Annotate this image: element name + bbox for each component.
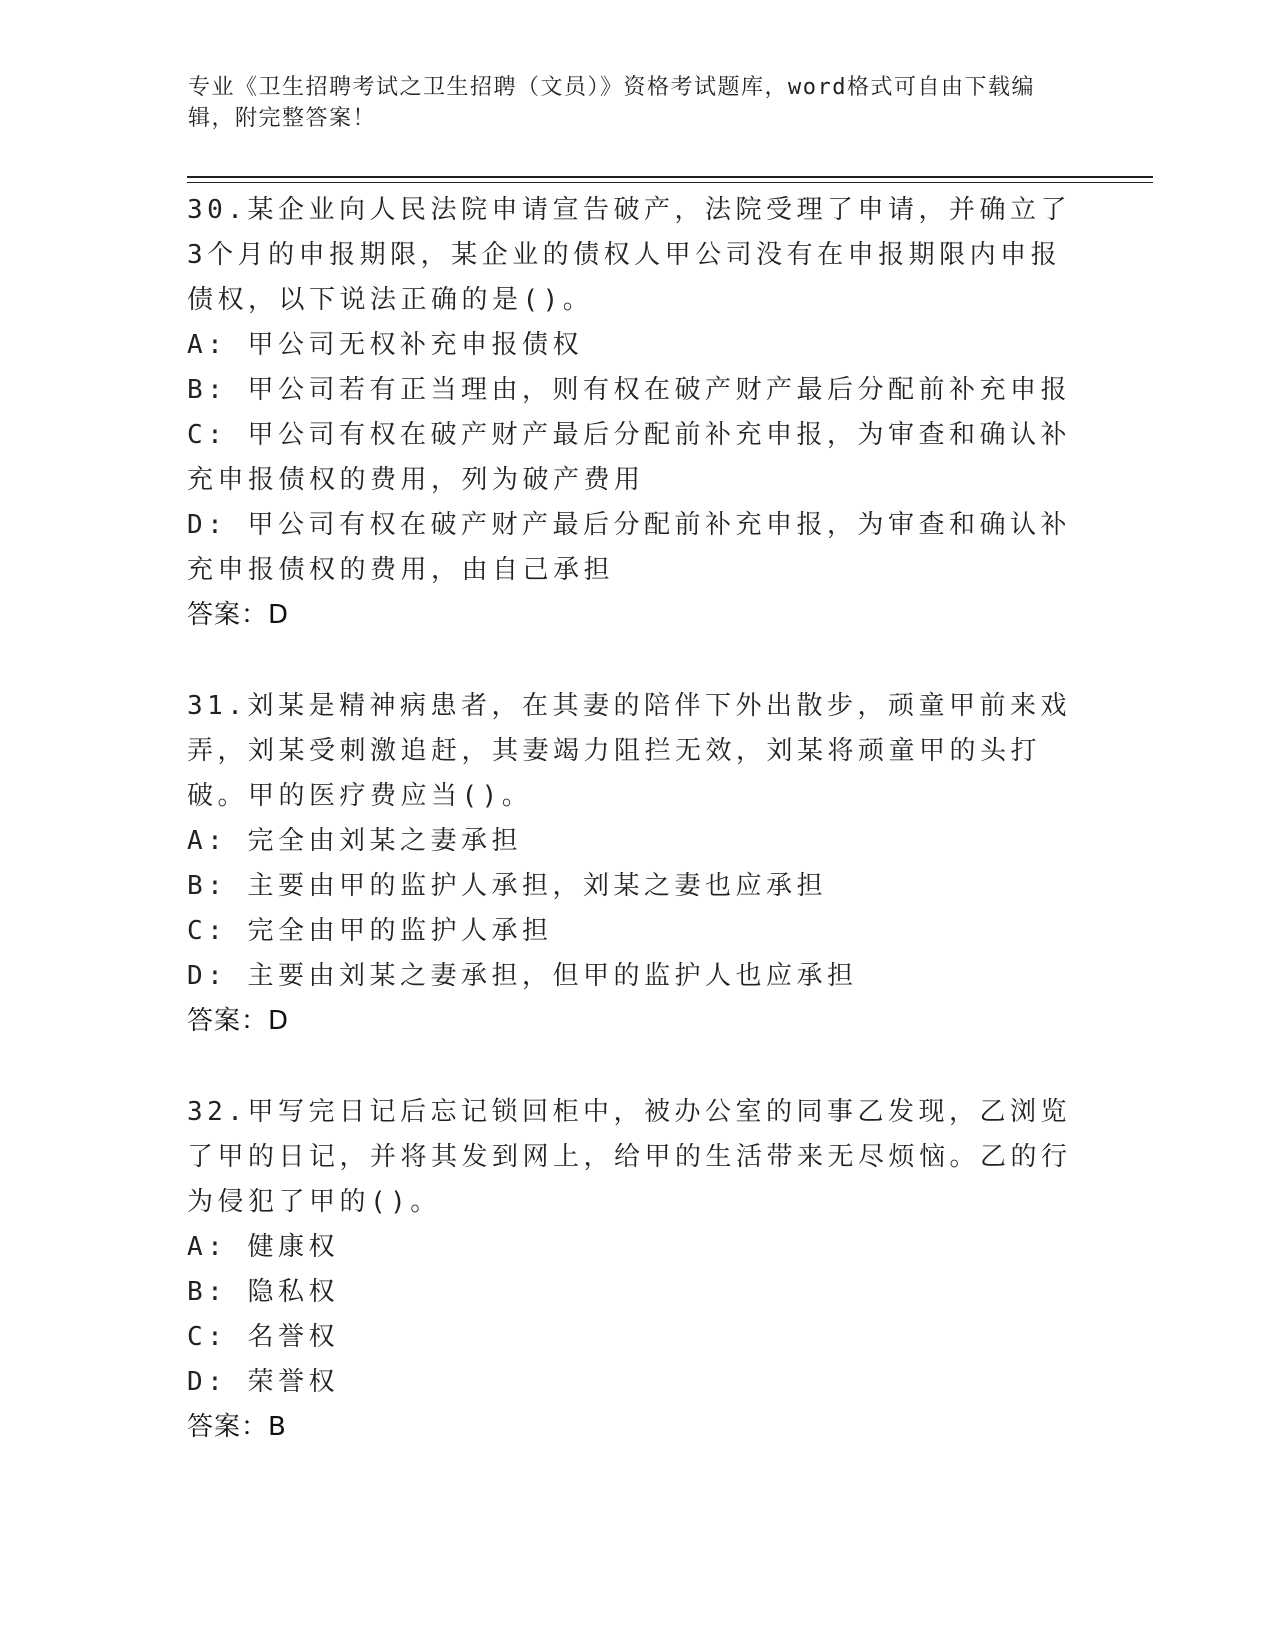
option-a: A: 甲公司无权补充申报债权	[187, 330, 583, 360]
question-32	[187, 1090, 1087, 1450]
question-stem: 30.某企业向人民法院申请宣告破产，法院受理了申请，并确立了3个月的申报期限，某企业的债权人甲公司没有在申报期限内申报债权，以下说法正确的是()。	[187, 195, 1071, 315]
option-a: A: 健康权	[187, 1232, 339, 1262]
option-c: C: 名誉权	[187, 1322, 339, 1352]
option-b: B: 隐私权	[187, 1277, 339, 1307]
header-divider	[187, 176, 1153, 178]
option-a: A: 完全由刘某之妻承担	[187, 826, 522, 856]
question-stem: 32.甲写完日记后忘记锁回柜中，被办公室的同事乙发现，乙浏览了甲的日记，并将其发到网上，给甲的生活带来无尽烦恼。乙的行为侵犯了甲的()。	[187, 1097, 1072, 1217]
answer-line: 答案：B	[187, 1412, 287, 1442]
option-d: D: 荣誉权	[187, 1367, 339, 1397]
answer-line: 答案：D	[187, 600, 290, 630]
page-header: 专业《卫生招聘考试之卫生招聘（文员）》资格考试题库，word格式可自由下载编辑，附完整答案！	[188, 75, 1035, 131]
question-list	[187, 188, 1087, 1496]
option-b: B: 甲公司若有正当理由，则有权在破产财产最后分配前补充申报	[187, 375, 1071, 405]
question-30	[187, 188, 1087, 638]
option-d: D: 主要由刘某之妻承担，但甲的监护人也应承担	[187, 961, 858, 991]
question-stem: 31.刘某是精神病患者，在其妻的陪伴下外出散步，顽童甲前来戏弄，刘某受刺激追赶，其妻竭力阻拦无效，刘某将顽童甲的头打破。甲的医疗费应当()。	[187, 691, 1071, 811]
option-c: C: 完全由甲的监护人承担	[187, 916, 553, 946]
option-d: D: 甲公司有权在破产财产最后分配前补充申报，为审查和确认补充申报债权的费用，由自己承担	[187, 510, 1071, 585]
answer-line: 答案：D	[187, 1006, 290, 1036]
header-divider-thin	[187, 182, 1153, 183]
option-b: B: 主要由甲的监护人承担，刘某之妻也应承担	[187, 871, 827, 901]
option-c: C: 甲公司有权在破产财产最后分配前补充申报，为审查和确认补充申报债权的费用，列为破产费用	[187, 420, 1071, 495]
question-31	[187, 684, 1087, 1044]
